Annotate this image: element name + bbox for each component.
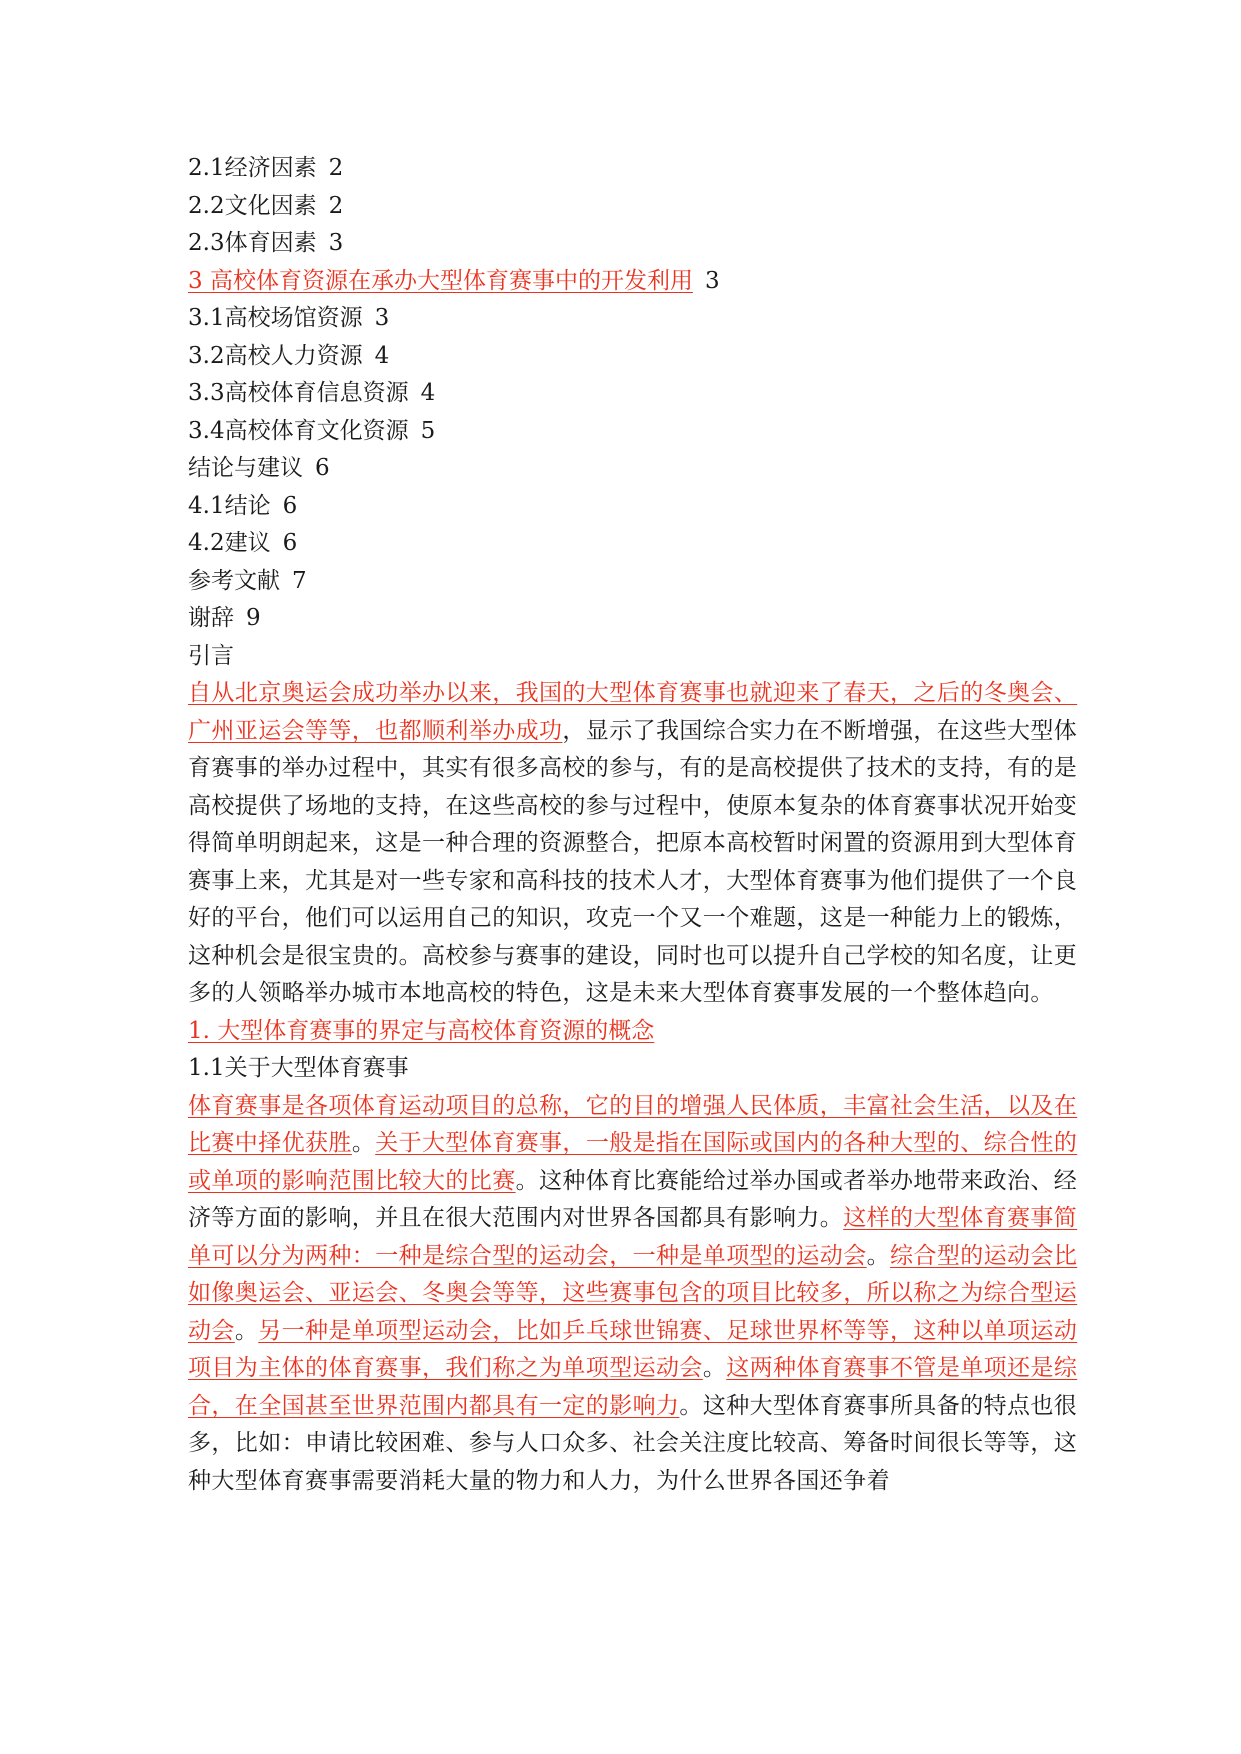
highlighted-text: 关于大型体育赛事，一般是指在国际或国内的各种大型的、综合性的或单项的影响范围比较大的比赛 [188,1130,1078,1194]
section-1-title: 1. 大型体育赛事的界定与高校体育资源的概念 [188,1017,655,1044]
toc-number: 2.3 [188,230,225,256]
document-page [188,150,1088,1500]
toc-page: 2 [328,192,344,219]
toc-entry-3-1[interactable] [188,300,1088,338]
toc-title: 文化因素 [224,192,317,219]
toc-entry-3[interactable] [188,263,1088,301]
toc-entry-4-1[interactable] [188,488,1088,526]
highlighted-text: 自从北京奥运会成功举办以来，我国的大型体育赛事也就迎来了春天，之后的冬奥会、广州亚运会等等，也都顺利举办成功 [188,680,1078,744]
toc-title: 结论与建议 [188,455,303,481]
table-of-contents [188,150,1088,638]
toc-title: 参考文献 [188,567,280,594]
toc-entry-2-3[interactable] [188,225,1088,263]
toc-number: 3 [188,267,203,294]
toc-title: 高校体育信息资源 [224,380,409,406]
toc-title: 高校场馆资源 [224,305,363,331]
toc-page: 2 [328,155,344,181]
body-text: 。 [866,1242,891,1269]
toc-title: 体育因素 [224,230,317,256]
section-1-heading [188,1013,1088,1051]
toc-number: 3.1 [188,305,225,331]
toc-page: 7 [292,567,307,594]
body-text: 。这种大型体育赛事所具备的特点也很多，比如：申请比较困难、参与人口众多、社会关注度比较高、筹备时间很长等等，这种大型体育赛事需要消耗大量的物力和人力，为什么世界各国还争着 [188,1392,1078,1494]
toc-page: 4 [420,380,436,406]
body-text: 。这种体育比赛能给过举办国或者举办地带来政治、经济等方面的影响，并且在很大范围内对世界各国都具有影响力。 [188,1167,1078,1231]
toc-entry-conclusion[interactable] [188,450,1088,488]
toc-title: 高校体育资源在承办大型体育赛事中的开发利用 [209,267,693,294]
highlighted-text: 体育赛事是各项体育运动项目的总称，它的目的增强人民体质，丰富社会生活，以及在比赛中择优获胜 [188,1092,1078,1156]
highlighted-text: 这样的大型体育赛事简单可以分为两种：一种是综合型的运动会，一种是单项型的运动会 [188,1205,1078,1269]
highlighted-text: 另一种是单项型运动会，比如乒乓球世锦赛、足球世界杯等等，这种以单项运动项目为主体的体育赛事，我们称之为单项型运动会 [188,1317,1078,1381]
toc-number: 4.2 [188,530,225,556]
toc-entry-2-1[interactable] [188,150,1088,188]
toc-page: 6 [282,492,298,519]
section-1-1-heading: 1.1关于大型体育赛事 [188,1055,409,1081]
toc-title: 建议 [224,530,271,556]
toc-entry-3-3[interactable] [188,375,1088,413]
toc-page: 3 [374,305,390,331]
body-text: 。 [234,1317,259,1344]
toc-number: 2.1 [188,155,225,181]
toc-title: 结论 [224,492,271,519]
toc-entry-3-2[interactable] [188,338,1088,376]
toc-highlight [188,268,693,294]
toc-number: 3.4 [188,417,225,444]
body-text: ，显示了我国综合实力在不断增强，在这些大型体育赛事的举办过程中，其实有很多高校的参与，有的是高校提供了技术的支持，有的是高校提供了场地的支持，在这些高校的参与过程中，使原本复杂的体育赛事状况开始变得简单明朗起来，这是一种合理的资源整合，把原本高校暂时闲置的资源用到大型体育赛事上来，尤其是对一些专家和高科技的技术人才，大型体育赛事为他们提供了一个良好的平台，他们可以运用自己的知识，攻克一个又一个难题，这是一种能力上的锻炼，这种机会是很宝贵的。高校参与赛事的建设，同时也可以提升自己学校的知名度，让更多的人领略举办城市本地高校的特色，这是未来大型体育赛事发展的一个整体趋向。 [188,717,1078,1006]
toc-number: 4.1 [188,492,225,519]
intro-paragraph [188,675,1088,1013]
toc-title: 经济因素 [224,155,317,181]
toc-entry-2-2[interactable] [188,188,1088,226]
toc-title: 谢辞 [188,605,234,631]
toc-page: 3 [704,267,720,294]
toc-number: 3.3 [188,380,225,406]
toc-entry-3-4[interactable] [188,413,1088,451]
body-text: 。 [351,1130,376,1156]
toc-page: 9 [246,605,261,631]
toc-number: 3.2 [188,342,225,369]
toc-page: 6 [315,455,330,481]
intro-heading: 引言 [188,642,234,669]
toc-title: 高校人力资源 [224,342,363,369]
toc-page: 6 [282,530,298,556]
body-text: 。 [702,1355,727,1381]
toc-entry-4-2[interactable] [188,525,1088,563]
toc-title: 高校体育文化资源 [224,417,409,444]
section-1-1-paragraph [188,1088,1088,1501]
highlighted-text: 这两种体育赛事不管是单项还是综合，在全国甚至世界范围内都具有一定的影响力 [188,1355,1078,1419]
highlighted-text: 综合型的运动会比如像奥运会、亚运会、冬奥会等等，这些赛事包含的项目比较多，所以称之为综合型运动会 [188,1242,1078,1344]
toc-page: 5 [420,417,436,444]
toc-number: 2.2 [188,192,225,219]
toc-page: 3 [328,230,344,256]
toc-entry-acknowledgements[interactable] [188,600,1088,638]
toc-entry-references[interactable] [188,563,1088,601]
toc-page: 4 [374,342,390,369]
